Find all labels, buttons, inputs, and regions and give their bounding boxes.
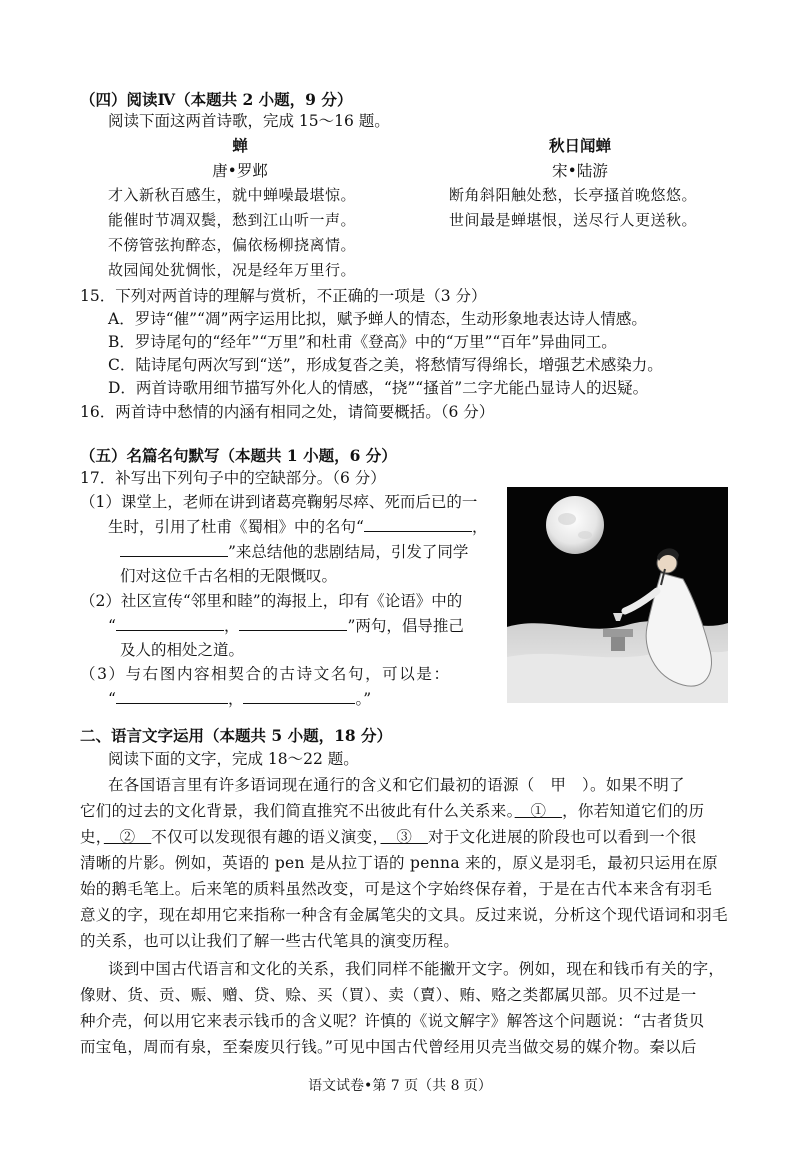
passage-line: 的关系，也可以让我们了解一些古代笔具的演变历程。 bbox=[80, 932, 460, 950]
poem1-line: 才入新秋百感生，就中蝉噪最堪惊。 bbox=[108, 186, 357, 204]
q15-option-a: A．罗诗“催”“凋”两字运用比拟，赋予蝉人的情态，生动形象地表达诗人情感。 bbox=[108, 310, 647, 328]
passage-line bbox=[80, 799, 704, 821]
stone-table bbox=[603, 629, 633, 637]
answer-blank[interactable] bbox=[243, 688, 355, 705]
q17-item1-text: 生时，引用了杜甫《蜀相》中的名句“ bbox=[108, 518, 364, 536]
poem1-line: 能催时节凋双鬓，愁到江山听一声。 bbox=[108, 211, 357, 229]
passage-text: ，你若知道它们的历 bbox=[562, 802, 705, 820]
q17-item3-text: “ bbox=[108, 690, 116, 708]
q17-item3-line2 bbox=[108, 687, 371, 709]
q15-stem: 15．下列对两首诗的理解与赏析，不正确的一项是（3 分） bbox=[80, 287, 487, 305]
section5-heading: （五）名篇名句默写（本题共 1 小题，6 分） bbox=[80, 446, 397, 465]
q15-option-c: C．陆诗尾句两次写到“送”，形成复沓之美，将愁情写得绵长，增强艺术感染力。 bbox=[108, 356, 663, 374]
blank-marker-1: ① bbox=[514, 802, 563, 820]
q17-item2-line2 bbox=[108, 614, 464, 636]
q17-item1-text: ”来总结他的悲剧结局，引发了同学 bbox=[228, 543, 469, 561]
passage-text: 不仅可以发现很有趣的语义演变， bbox=[151, 828, 381, 846]
answer-blank[interactable] bbox=[364, 516, 472, 533]
full-moon bbox=[546, 496, 604, 554]
q15-option-d: D．两首诗歌用细节描写外化人的情感，“挠”“搔首”二字尤能凸显诗人的迟疑。 bbox=[108, 379, 649, 397]
answer-blank[interactable] bbox=[116, 615, 224, 632]
part2-heading: 二、语言文字运用（本题共 5 小题，18 分） bbox=[80, 726, 393, 745]
poem1-title: 蝉 bbox=[232, 136, 248, 155]
q17-item2-line3: 及人的相处之道。 bbox=[120, 641, 245, 659]
passage-text: 对于文化进展的阶段也可以看到一个很 bbox=[427, 828, 697, 846]
q17-stem: 17．补写出下列句子中的空缺部分。（6 分） bbox=[80, 469, 386, 487]
passage-text: 它们的过去的文化背景，我们简直推究不出彼此有什么关系来。 bbox=[80, 802, 515, 820]
poem1-line: 不傍管弦拘醉态，偏依杨柳挠离情。 bbox=[108, 236, 357, 254]
answer-blank[interactable] bbox=[239, 615, 347, 632]
passage-line: 谈到中国古代语言和文化的关系，我们同样不能撇开文字。例如，现在和钱币有关的字， bbox=[108, 960, 725, 978]
q17-item2-comma: ， bbox=[223, 617, 240, 635]
passage-line: 清晰的片影。例如，英语的 pen 是从拉丁语的 penna 来的，原义是羽毛，最初只运用在原 bbox=[80, 854, 718, 872]
poem1-author: 唐•罗邺 bbox=[212, 162, 268, 180]
q15-option-b: B．罗诗尾句的“经年”“万里”和杜甫《登高》中的“万里”“百年”异曲同工。 bbox=[108, 333, 617, 351]
q17-item1-line3 bbox=[120, 540, 468, 562]
passage-line: 意义的字，现在却用它来指称一种含有金属笔尖的文具。反过来说，分析这个现代语词和羽毛 bbox=[80, 906, 728, 924]
q17-item3-line1: （3）与右图内容相契合的古诗文名句，可以是： bbox=[80, 665, 451, 683]
poem2-line: 世间最是蝉堪恨，送尽行人更送秋。 bbox=[449, 211, 698, 229]
q17-item2-text: ”两句，倡导推己 bbox=[347, 617, 464, 635]
section4-instruction: 阅读下面这两首诗歌，完成 15～16 题。 bbox=[108, 112, 390, 130]
passage-text: 史， bbox=[80, 828, 104, 846]
q17-item2-text: “ bbox=[108, 617, 116, 635]
blank-marker-2: ② bbox=[103, 828, 152, 846]
moon-poet-illustration bbox=[507, 487, 728, 703]
passage-line: 而宝龟，周而有泉，至秦废贝行钱。”可见中国古代曾经用贝壳当做交易的媒介物。秦以后 bbox=[80, 1038, 697, 1056]
part2-instruction: 阅读下面的文字，完成 18～22 题。 bbox=[108, 750, 359, 768]
q17-item1-line4: 们对这位千古名相的无限慨叹。 bbox=[120, 567, 338, 585]
passage-line: 在各国语言里有许多语词现在通行的含义和它们最初的语源（ 甲 ）。如果不明了 bbox=[108, 776, 685, 794]
q17-item3-text: 。” bbox=[355, 690, 372, 708]
q17-item2-line1: （2）社区宣传“邻里和睦”的海报上，印有《论语》中的 bbox=[80, 592, 463, 610]
q17-item1-comma: ， bbox=[471, 518, 488, 536]
answer-blank[interactable] bbox=[116, 688, 228, 705]
page-footer: 语文试卷•第 7 页（共 8 页） bbox=[308, 1078, 492, 1094]
poem1-line: 故园闻处犹惆怅，况是经年万里行。 bbox=[108, 261, 357, 279]
q17-item1-line1: （1）课堂上，老师在讲到诸葛亮鞠躬尽瘁、死而后已的一 bbox=[80, 493, 478, 511]
q17-item3-comma: ， bbox=[227, 690, 244, 708]
passage-line: 种介壳，何以用它来表示钱币的含义呢？许慎的《说文解字》解答这个问题说：“古者货贝 bbox=[80, 1012, 705, 1030]
poem2-title: 秋日闻蝉 bbox=[548, 136, 611, 155]
passage-line bbox=[80, 825, 697, 847]
passage-line: 像财、货、贡、赈、赠、贷、赊、买（買）、卖（賣）、贿、赂之类都属贝部。贝不过是一 bbox=[80, 986, 697, 1004]
section4-heading: （四）阅读Ⅳ（本题共 2 小题，9 分） bbox=[80, 90, 353, 109]
q17-item1-line2 bbox=[108, 515, 487, 537]
passage-line: 始的鹅毛笔上。后来笔的质料虽然改变，可是这个字始终保存着，于是在古代本来含有羽毛 bbox=[80, 880, 713, 898]
q16-stem: 16．两首诗中愁情的内涵有相同之处，请简要概括。（6 分） bbox=[80, 403, 495, 421]
answer-blank[interactable] bbox=[120, 541, 228, 558]
poem2-line: 断角斜阳触处愁，长亭搔首晚悠悠。 bbox=[449, 186, 698, 204]
poem2-author: 宋•陆游 bbox=[552, 162, 608, 180]
blank-marker-3: ③ bbox=[380, 828, 428, 846]
